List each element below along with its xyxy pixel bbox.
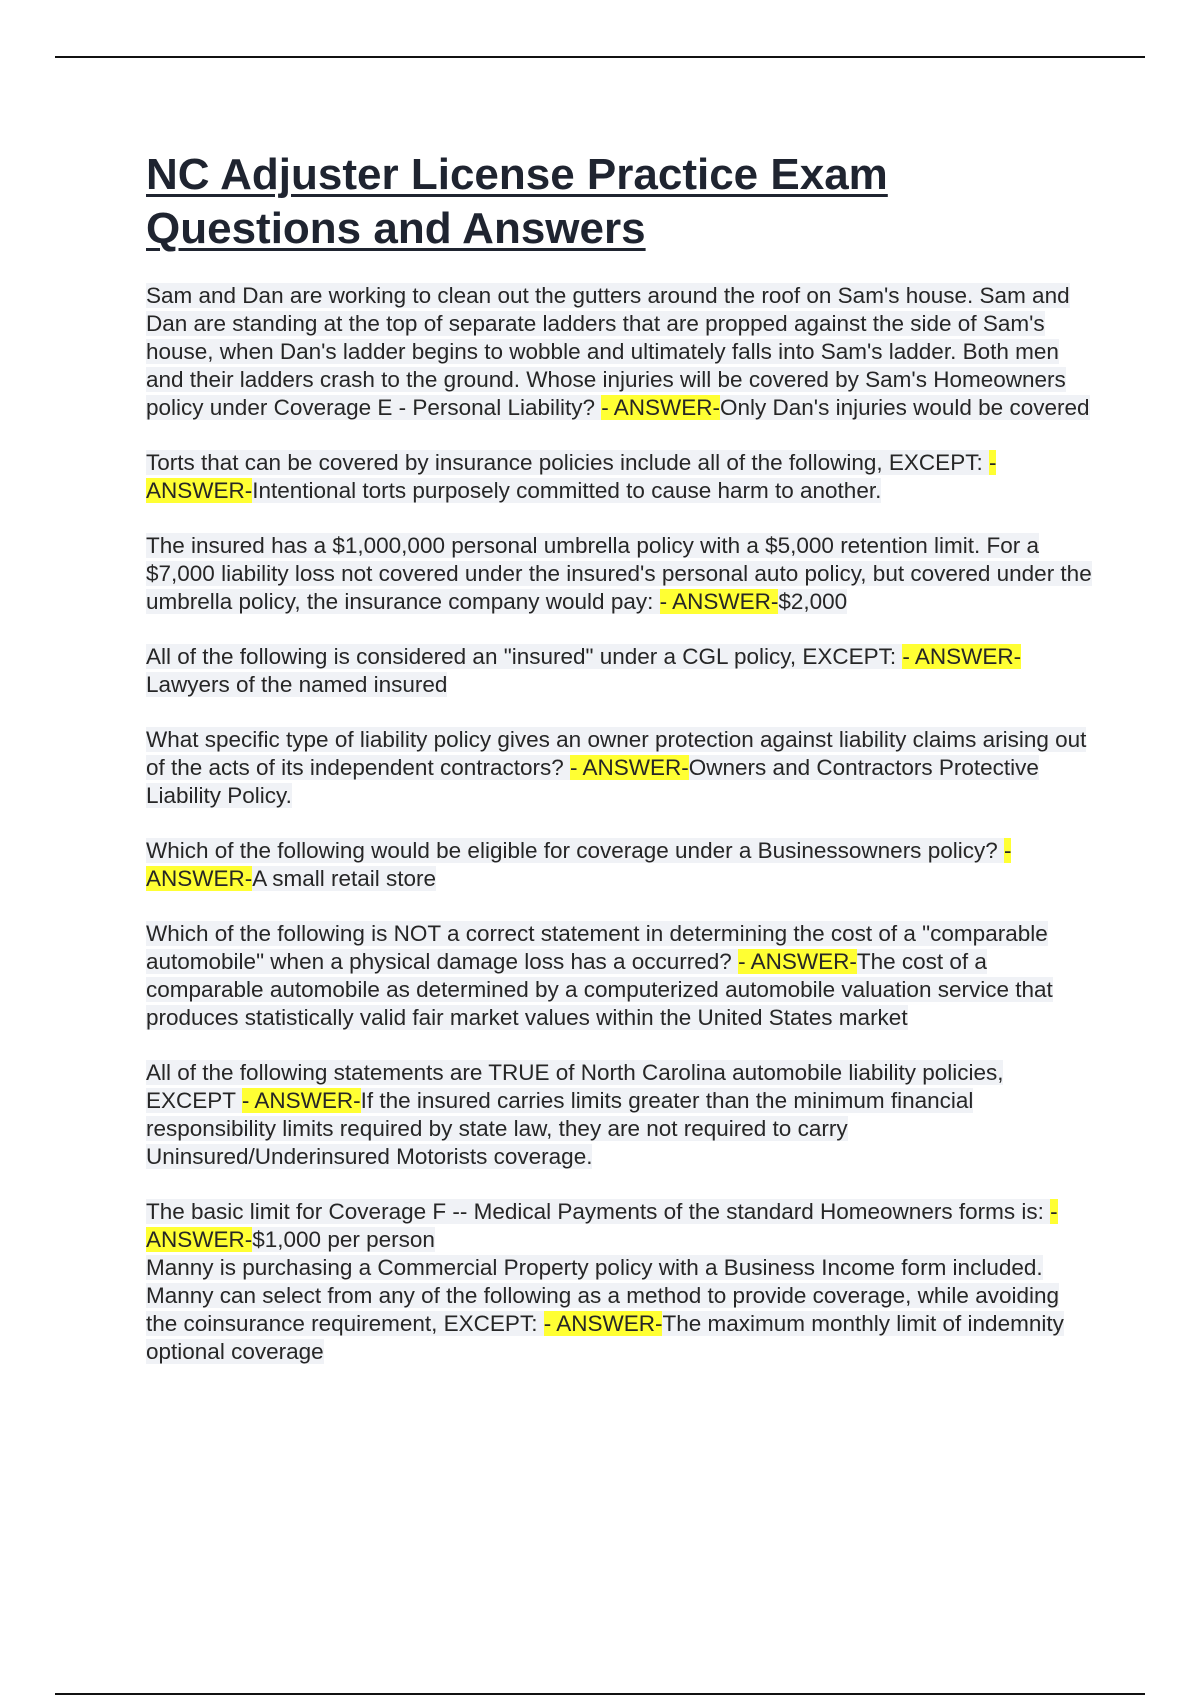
answer-marker: - ANSWER- — [659, 589, 779, 614]
question-text: Which of the following is NOT a correct statement in determining the cost of a "comparable automobile" when a physical damage loss has a occurred? — [146, 921, 1048, 974]
question-text: The insured has a $1,000,000 personal umbrella policy with a $5,000 retention limit. For a $7,000 liability loss not covered under the insured's personal auto policy, but covered under the umbrella policy, the insurance company would pay: — [146, 533, 1092, 614]
answer-marker: - ANSWER- — [570, 755, 689, 780]
question-text: The basic limit for Coverage F -- Medical Payments of the standard Homeowners forms is: — [146, 1199, 1051, 1224]
qa-item-9 — [146, 1198, 1096, 1254]
answer-marker: - ANSWER- — [146, 838, 1012, 891]
qa-item-10 — [146, 1254, 1096, 1366]
answer-marker: - ANSWER- — [241, 1088, 361, 1113]
document-body — [146, 148, 1096, 1393]
answer-text: Intentional torts purposely committed to cause harm to another. — [252, 478, 882, 503]
qa-item-3 — [146, 532, 1096, 616]
answer-text: If the insured carries limits greater than the minimum financial responsibility limits required by state law, they are not required to carry Uninsured/Underinsured Motorists coverage. — [146, 1088, 974, 1169]
answer-text: The cost of a comparable automobile as determined by a computerized automobile valuation service that produces statistically valid fair market values within the United States market — [146, 949, 1053, 1030]
question-text: Torts that can be covered by insurance policies include all of the following, EXCEPT: — [146, 450, 989, 475]
question-text: All of the following is considered an "insured" under a CGL policy, EXCEPT: — [146, 644, 903, 669]
answer-marker: - ANSWER- — [601, 395, 721, 420]
answer-marker: - ANSWER- — [146, 450, 997, 503]
qa-item-7 — [146, 920, 1096, 1032]
qa-item-6 — [146, 837, 1096, 893]
title-line-1: NC Adjuster License Practice Exam — [146, 150, 888, 199]
qa-item-8 — [146, 1059, 1096, 1171]
answer-text: A small retail store — [252, 866, 437, 891]
answer-text: Owners and Contractors Protective Liability Policy. — [146, 755, 1039, 808]
qa-item-2 — [146, 449, 1096, 505]
answer-text: $1,000 per person — [252, 1227, 435, 1252]
answer-marker: - ANSWER- — [146, 1199, 1058, 1252]
question-text: What specific type of liability policy gives an owner protection against liability claims arising out of the acts of its independent contractors? — [146, 727, 1087, 780]
qa-item-5 — [146, 726, 1096, 810]
answer-text: Only Dan's injuries would be covered — [720, 395, 1090, 420]
question-text: Which of the following would be eligible for coverage under a Businessowners policy? — [146, 838, 1004, 863]
title-line-2: Questions and Answers — [146, 204, 646, 253]
qa-item-1 — [146, 282, 1096, 422]
answer-marker: - ANSWER- — [543, 1311, 663, 1336]
question-text: All of the following statements are TRUE of North Carolina automobile liability policies, EXCEPT — [146, 1060, 1004, 1113]
answer-text: $2,000 — [778, 589, 848, 614]
header-rule — [55, 56, 1145, 58]
answer-text: Lawyers of the named insured — [146, 672, 448, 697]
page-title — [146, 148, 1096, 256]
qa-item-4 — [146, 643, 1096, 699]
question-text: Sam and Dan are working to clean out the gutters around the roof on Sam's house. Sam and Dan are standing at the top of separate ladders that are propped against the side of Sam's house, when Dan's ladder begins to wobble and ultimately falls into Sam's ladder. Both men and their ladders crash to the ground. Whose injuries will be covered by Sam's Homeowners policy under Coverage E - Personal Liability? — [146, 283, 1070, 420]
answer-marker: - ANSWER- — [902, 644, 1022, 669]
footer-rule — [55, 1693, 1145, 1695]
question-text: Manny is purchasing a Commercial Property policy with a Business Income form included. Manny can select from any of the following as a method to provide coverage, while avoiding the coinsurance requirement, EXCEPT: — [146, 1255, 1060, 1336]
answer-text: The maximum monthly limit of indemnity optional coverage — [146, 1311, 1064, 1364]
answer-marker: - ANSWER- — [738, 949, 857, 974]
